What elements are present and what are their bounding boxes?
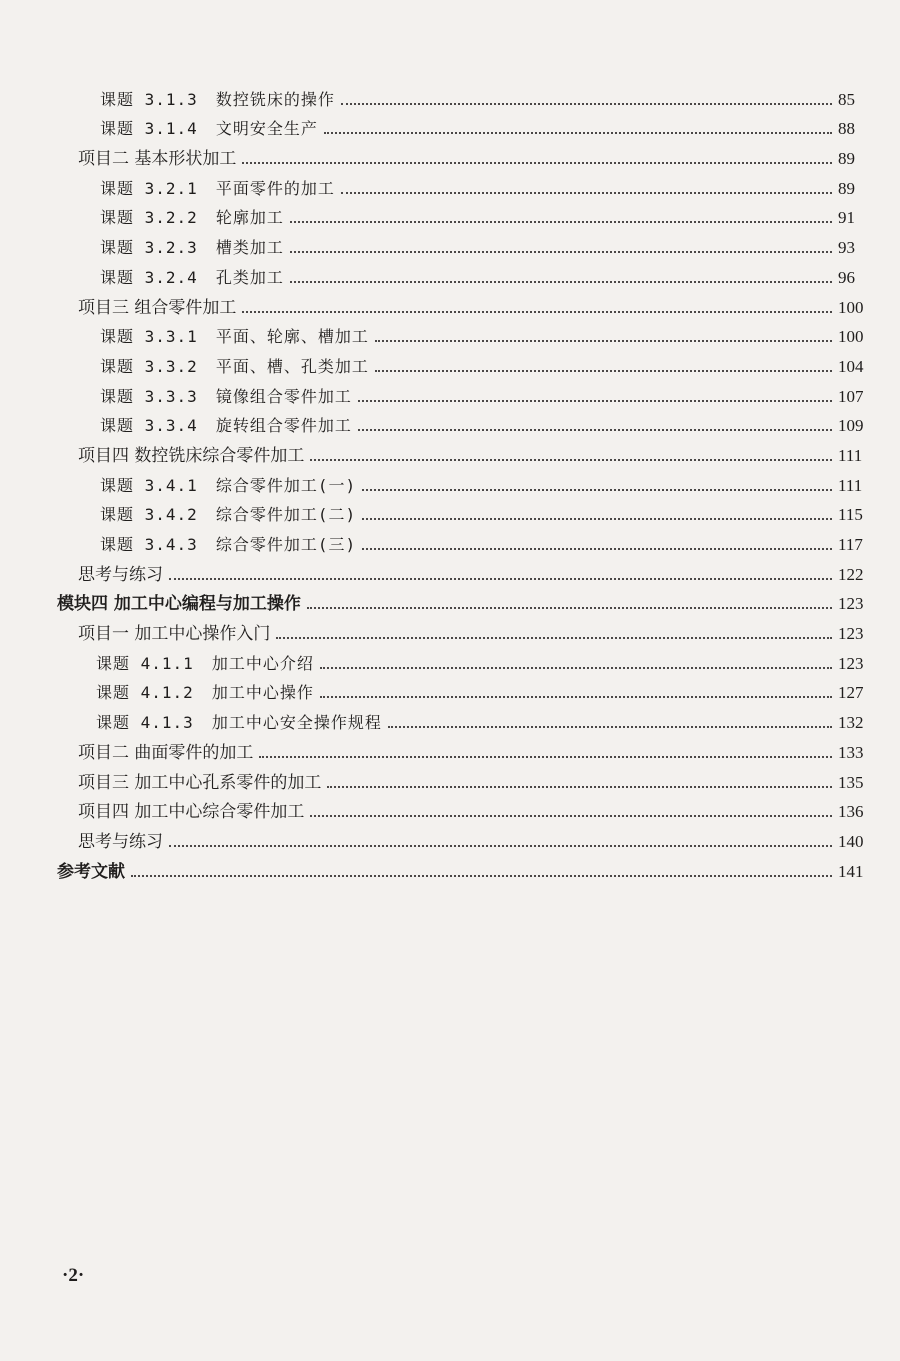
toc-entry-page: 104 — [838, 356, 864, 376]
toc-entry-title: 孔类加工 — [215, 267, 284, 287]
toc-entry-title: 槽类加工 — [215, 238, 284, 258]
dot-leader — [324, 131, 832, 134]
dot-leader — [242, 310, 832, 313]
dot-leader — [290, 280, 832, 283]
toc-entry-label — [0, 416, 354, 436]
dot-leader — [362, 547, 832, 550]
table-of-contents — [0, 80, 900, 882]
toc-entry[interactable] — [0, 793, 900, 823]
toc-entry-code: 课题 4.1.1 — [96, 653, 194, 673]
toc-entry-label — [0, 713, 384, 733]
toc-entry-page: 91 — [838, 208, 855, 228]
toc-entry-page: 123 — [838, 594, 864, 614]
toc-entry-label — [0, 208, 286, 228]
dot-leader — [362, 488, 832, 491]
toc-entry-label — [0, 357, 371, 377]
toc-entry-code: 课题 4.1.3 — [96, 713, 194, 733]
dot-leader — [320, 666, 832, 669]
toc-entry-label — [0, 565, 165, 585]
toc-entry-title: 参考文献 — [57, 861, 125, 882]
toc-entry-label — [0, 268, 286, 288]
toc-entry-page: 123 — [838, 624, 864, 644]
toc-entry-page: 100 — [838, 297, 864, 317]
toc-entry-label — [0, 505, 358, 525]
toc-entry-code: 课题 3.3.1 — [100, 327, 198, 347]
toc-entry-code: 课题 3.2.1 — [100, 178, 198, 198]
toc-entry-title: 旋转组合零件加工 — [215, 416, 352, 436]
toc-entry-page: 127 — [838, 683, 864, 703]
toc-entry[interactable] — [0, 525, 900, 555]
toc-entry-code: 课题 3.2.3 — [100, 238, 198, 258]
toc-entry-page: 115 — [838, 505, 863, 525]
toc-entry-label — [0, 773, 323, 793]
toc-entry-page: 136 — [838, 802, 864, 822]
toc-entry-page: 141 — [838, 861, 864, 881]
toc-entry[interactable] — [0, 644, 900, 674]
toc-entry-title: 平面零件的加工 — [215, 178, 335, 198]
toc-entry[interactable] — [0, 614, 900, 644]
toc-entry-label — [0, 683, 316, 703]
toc-entry[interactable] — [0, 169, 900, 199]
toc-entry-title: 加工中心介绍 — [211, 653, 314, 673]
toc-entry-title: 加工中心安全操作规程 — [211, 713, 382, 733]
dot-leader — [310, 814, 832, 817]
toc-entry-title: 项目四 数控铣床综合零件加工 — [78, 445, 305, 466]
dot-leader — [276, 636, 832, 639]
dot-leader — [131, 874, 832, 877]
toc-entry-page: 122 — [838, 564, 864, 584]
toc-entry[interactable] — [0, 288, 900, 318]
toc-entry-label — [0, 476, 358, 496]
toc-entry-page: 109 — [838, 416, 864, 436]
dot-leader — [358, 428, 832, 431]
toc-entry-title: 项目二 基本形状加工 — [78, 149, 237, 170]
toc-entry-page: 133 — [838, 742, 864, 762]
toc-entry-label — [0, 179, 337, 199]
toc-entry-code: 课题 3.2.2 — [100, 208, 198, 228]
dot-leader — [169, 577, 832, 580]
toc-entry-code: 课题 3.4.2 — [100, 505, 198, 525]
toc-entry-title: 平面、槽、孔类加工 — [215, 356, 369, 376]
dot-leader — [375, 339, 832, 342]
dot-leader — [320, 695, 832, 698]
toc-entry-page: 85 — [838, 89, 855, 109]
dot-leader — [362, 517, 832, 520]
toc-entry-title: 项目一 加工中心操作入门 — [78, 624, 271, 645]
toc-entry-title: 加工中心操作 — [211, 683, 314, 703]
toc-entry-title: 轮廓加工 — [215, 208, 284, 228]
dot-leader — [375, 369, 832, 372]
toc-entry-label — [0, 119, 320, 139]
dot-leader — [169, 844, 832, 847]
toc-entry[interactable] — [0, 703, 900, 733]
toc-entry[interactable] — [0, 377, 900, 407]
toc-entry-label — [0, 387, 354, 407]
toc-entry[interactable] — [0, 80, 900, 110]
toc-entry[interactable] — [0, 347, 900, 377]
toc-entry-title: 思考与练习 — [78, 564, 163, 585]
toc-entry-title: 项目三 加工中心孔系零件的加工 — [78, 772, 322, 793]
toc-entry-title: 文明安全生产 — [215, 119, 318, 139]
toc-entry-page: 96 — [838, 267, 855, 287]
toc-entry-title: 项目二 曲面零件的加工 — [78, 742, 254, 763]
toc-entry[interactable] — [0, 822, 900, 852]
toc-entry-page: 111 — [838, 445, 863, 465]
toc-entry-page: 117 — [838, 535, 863, 554]
toc-entry[interactable] — [0, 110, 900, 140]
dot-leader — [242, 161, 832, 164]
toc-entry-label — [0, 832, 165, 852]
toc-entry[interactable] — [0, 436, 900, 466]
toc-entry-code: 课题 3.1.4 — [100, 119, 198, 139]
page-number: ·2· — [62, 1265, 85, 1286]
toc-entry-label — [0, 654, 316, 674]
toc-entry-page: 111 — [838, 475, 863, 495]
toc-entry-title: 综合零件加工(三) — [215, 535, 357, 554]
toc-entry-page: 107 — [838, 386, 864, 406]
dot-leader — [388, 725, 832, 728]
toc-entry-title: 数控铣床的操作 — [215, 89, 335, 109]
toc-entry[interactable] — [0, 139, 900, 169]
toc-entry-title: 思考与练习 — [78, 831, 163, 852]
toc-entry-label — [0, 298, 238, 318]
dot-leader — [341, 102, 832, 105]
toc-entry-page: 132 — [838, 713, 864, 733]
toc-entry-title: 综合零件加工(二) — [215, 505, 357, 525]
toc-entry-label — [0, 802, 306, 822]
toc-entry-label — [0, 90, 337, 110]
toc-entry[interactable] — [0, 496, 900, 526]
toc-entry[interactable] — [0, 852, 900, 882]
dot-leader — [327, 785, 832, 788]
toc-entry[interactable] — [0, 318, 900, 348]
toc-entry-title: 项目四 加工中心综合零件加工 — [78, 802, 305, 823]
dot-leader — [259, 755, 832, 758]
dot-leader — [341, 191, 832, 194]
toc-entry-label — [0, 594, 303, 614]
toc-entry[interactable] — [0, 763, 900, 793]
toc-entry-page: 88 — [838, 119, 855, 139]
toc-entry-code: 课题 3.4.1 — [100, 475, 198, 495]
toc-entry-label — [0, 535, 358, 555]
toc-entry[interactable] — [0, 199, 900, 229]
toc-entry-page: 89 — [838, 149, 855, 169]
toc-entry-label — [0, 862, 127, 882]
toc-entry-code: 课题 3.3.4 — [100, 416, 198, 436]
toc-entry-code: 课题 3.2.4 — [100, 267, 198, 287]
toc-entry-label — [0, 327, 371, 347]
toc-entry[interactable] — [0, 228, 900, 258]
toc-entry-page: 123 — [838, 653, 864, 673]
dot-leader — [310, 458, 832, 461]
toc-entry-page: 140 — [838, 831, 864, 851]
dot-leader — [358, 399, 832, 402]
toc-entry[interactable] — [0, 674, 900, 704]
toc-entry-title: 模块四 加工中心编程与加工操作 — [57, 594, 301, 615]
toc-entry-page: 93 — [838, 238, 855, 258]
toc-entry[interactable] — [0, 407, 900, 437]
toc-entry-label — [0, 743, 255, 763]
dot-leader — [307, 606, 832, 609]
toc-entry-page: 100 — [838, 327, 864, 347]
toc-entry-title: 镜像组合零件加工 — [215, 386, 352, 406]
toc-entry-title: 综合零件加工(一) — [215, 475, 357, 495]
toc-entry-code: 课题 3.3.3 — [100, 386, 198, 406]
toc-entry[interactable] — [0, 585, 900, 615]
toc-entry-code: 课题 3.3.2 — [100, 356, 198, 376]
toc-entry-label — [0, 446, 306, 466]
dot-leader — [290, 250, 832, 253]
toc-entry[interactable] — [0, 555, 900, 585]
toc-entry-code: 课题 4.1.2 — [96, 683, 194, 703]
toc-entry-code: 课题 3.4.3 — [100, 535, 198, 554]
toc-entry[interactable] — [0, 733, 900, 763]
toc-entry-page: 135 — [838, 772, 864, 792]
toc-entry-title: 平面、轮廓、槽加工 — [215, 327, 369, 347]
toc-entry-page: 89 — [838, 178, 855, 198]
toc-entry-title: 项目三 组合零件加工 — [78, 297, 237, 318]
toc-entry[interactable] — [0, 466, 900, 496]
toc-entry-label — [0, 238, 286, 258]
toc-entry[interactable] — [0, 258, 900, 288]
toc-entry-code: 课题 3.1.3 — [100, 89, 198, 109]
toc-entry-label — [0, 624, 272, 644]
toc-entry-label — [0, 149, 238, 169]
dot-leader — [290, 220, 832, 223]
